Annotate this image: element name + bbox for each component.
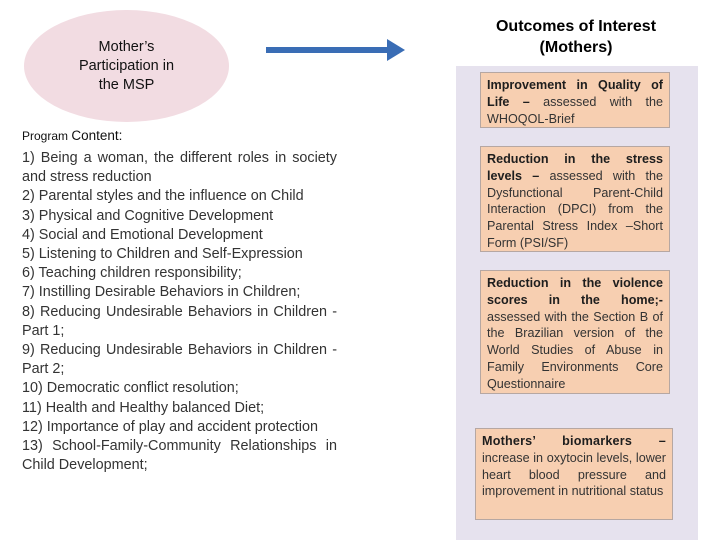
outcome-text: assessed with the WHOQOL-Brief bbox=[487, 94, 663, 126]
outcome-text: assessed with the Dysfunctional Parent-Child Interaction (DPCI) from the Parental Stress Index –Short Form (PSI/SF) bbox=[487, 168, 663, 250]
arrow-head bbox=[387, 39, 405, 61]
program-content-heading bbox=[22, 128, 122, 143]
participation-label: Mother’s Participation in the MSP bbox=[78, 38, 175, 93]
program-item: 12) Importance of play and accident protection bbox=[22, 418, 318, 435]
participation-ellipse bbox=[24, 10, 229, 122]
program-item: 7) Instilling Desirable Behaviors in Children; bbox=[22, 284, 301, 301]
outcome-lead: Reduction in the stress levels – bbox=[487, 152, 663, 183]
program-content-list bbox=[22, 149, 337, 475]
program-item: 5) Listening to Children and Self-Expression bbox=[22, 246, 303, 263]
outcome-box-biomarkers bbox=[475, 428, 673, 520]
program-item: 8) Reducing Undesirable Behaviors in Children - Part 1; bbox=[22, 303, 337, 339]
right-arrow-icon bbox=[266, 38, 406, 62]
outcome-text: assessed with the Section B of the Brazilian version of the World Studies of Abuse in Family Environments Core Questionnaire bbox=[487, 309, 663, 391]
outcome-lead: Improvement in Quality of Life – bbox=[487, 78, 663, 109]
arrow-shaft bbox=[266, 47, 390, 53]
program-item: 4) Social and Emotional Development bbox=[22, 226, 263, 243]
outcome-lead: Mothers’ biomarkers – bbox=[482, 434, 666, 448]
program-item: 9) Reducing Undesirable Behaviors in Children - Part 2; bbox=[22, 342, 337, 378]
outcome-box-violence-scores bbox=[480, 270, 670, 394]
program-item: 3) Physical and Cognitive Development bbox=[22, 207, 274, 224]
program-item: 1) Being a woman, the different roles in society and stress reduction bbox=[22, 150, 337, 186]
outcome-box-stress-levels bbox=[480, 146, 670, 252]
outcome-text: increase in oxytocin levels, lower heart blood pressure and improvement in nutritional status bbox=[482, 450, 666, 499]
program-item: 6) Teaching children responsibility; bbox=[22, 265, 242, 282]
program-item: 10) Democratic conflict resolution; bbox=[22, 380, 239, 397]
outcome-box-quality-of-life bbox=[480, 72, 670, 128]
outcome-lead: Reduction in the violence scores in the home;- bbox=[487, 276, 663, 307]
program-item: 2) Parental styles and the influence on Child bbox=[22, 188, 304, 205]
program-item: 13) School-Family-Community Relationships in Child Development; bbox=[22, 438, 337, 474]
program-heading-prefix: Program bbox=[22, 129, 72, 143]
outcomes-title: Outcomes of Interest (Mothers) bbox=[495, 18, 657, 56]
program-heading-main: Content: bbox=[71, 128, 123, 143]
program-item: 11) Health and Healthy balanced Diet; bbox=[22, 399, 265, 416]
